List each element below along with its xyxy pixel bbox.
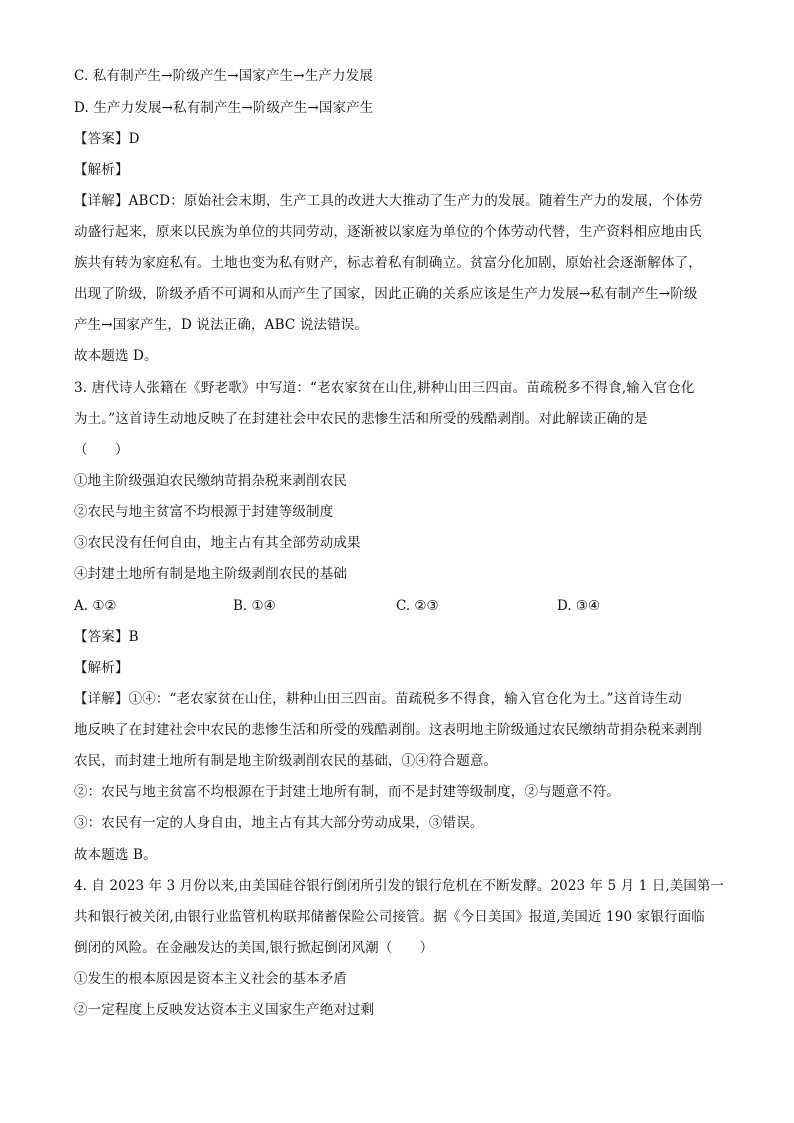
q3-choice-d: D. ③④ bbox=[557, 598, 601, 614]
q3-detail-line: 【详解】①④：“老农家贫在山住，耕种山田三四亩。苗疏税多不得食，输入官仓化为土。”这首诗生动 bbox=[74, 691, 682, 707]
q3-statement: ②农民与地主贫富不均根源于封建等级制度 bbox=[74, 504, 334, 520]
q2-answer: 【答案】D bbox=[74, 131, 140, 147]
q2-option-d: D. 生产力发展→私有制产生→阶级产生→国家产生 bbox=[74, 100, 374, 116]
q3-detail-line: ③：农民有一定的人身自由，地主占有其大部分劳动成果，③错误。 bbox=[74, 815, 484, 831]
q4-stem-line: 共和银行被关闭,由银行业监管机构联邦储蓄保险公司接管。据《今日美国》报道,美国近 190 家银行面临 bbox=[74, 909, 705, 925]
q4-stem-line: 4. 自 2023 年 3 月份以来,由美国硅谷银行倒闭所引发的银行危机在不断发酵。2023 年 5 月 1 日,美国第一 bbox=[74, 878, 725, 894]
q3-answer: 【答案】B bbox=[74, 629, 139, 645]
q3-detail-line: ②：农民与地主贫富不均根源在于封建土地所有制，而不是封建等级制度，②与题意不符。 bbox=[74, 784, 620, 800]
q2-detail-line: 族共有转为家庭私有。土地也变为私有财产，标志着私有制确立。贫富分化加剧，原始社会逐渐解体了， bbox=[74, 255, 702, 271]
q4-statement: ①发生的根本原因是资本主义社会的基本矛盾 bbox=[74, 971, 347, 987]
q3-detail-line: 农民，而封建土地所有制是地主阶级剥削农民的基础，①④符合题意。 bbox=[74, 753, 498, 769]
q3-detail-line: 地反映了在封建社会中农民的悲惨生活和所受的残酷剥削。这表明地主阶级通过农民缴纳苛捐杂税来剥削 bbox=[74, 722, 702, 738]
q3-analysis-label: 【解析】 bbox=[74, 660, 129, 676]
q4-statement: ②一定程度上反映发达资本主义国家生产绝对过剩 bbox=[74, 1002, 375, 1018]
q3-statement: ④封建土地所有制是地主阶级剥削农民的基础 bbox=[74, 566, 347, 582]
q3-conclusion: 故本题选 B。 bbox=[74, 847, 157, 863]
q3-choice-c: C. ②③ bbox=[396, 598, 439, 614]
q2-option-c: C. 私有制产生→阶级产生→国家产生→生产力发展 bbox=[74, 68, 373, 84]
q2-analysis-label: 【解析】 bbox=[74, 162, 129, 178]
q2-detail-line: 【详解】ABCD：原始社会末期，生产工具的改进大大推动了生产力的发展。随着生产力的发展，个体劳 bbox=[74, 193, 703, 209]
q3-choice-a: A. ①② bbox=[74, 598, 117, 614]
q3-statement: ③农民没有任何自由，地主占有其全部劳动成果 bbox=[74, 535, 361, 551]
q2-detail-line: 出现了阶级，阶级矛盾不可调和从而产生了国家，因此正确的关系应该是生产力发展→私有制产生→阶级 bbox=[74, 286, 698, 302]
q3-stem-blank: （ ） bbox=[74, 442, 129, 458]
q3-stem-line: 为土。”这首诗生动地反映了在封建社会中农民的悲惨生活和所受的残酷剥削。对此解读正确的是 bbox=[74, 411, 648, 427]
q3-stem-line: 3. 唐代诗人张籍在《野老歌》中写道：“老农家贫在山住,耕种山田三四亩。苗疏税多不得食,输入官仓化 bbox=[74, 380, 695, 396]
q2-detail-line: 产生→国家产生，D 说法正确，ABC 说法错误。 bbox=[74, 317, 369, 333]
q2-conclusion: 故本题选 D。 bbox=[74, 348, 158, 364]
q3-statement: ①地主阶级强迫农民缴纳苛捐杂税来剥削农民 bbox=[74, 473, 347, 489]
q4-stem-line: 倒闭的风险。在金融发达的美国,银行掀起倒闭风潮（ ） bbox=[74, 940, 434, 956]
q2-detail-line: 动盛行起来，原来以民族为单位的共同劳动，逐渐被以家庭为单位的个体劳动代替，生产资料相应地由氏 bbox=[74, 224, 702, 240]
q3-choice-b: B. ①④ bbox=[233, 598, 276, 614]
